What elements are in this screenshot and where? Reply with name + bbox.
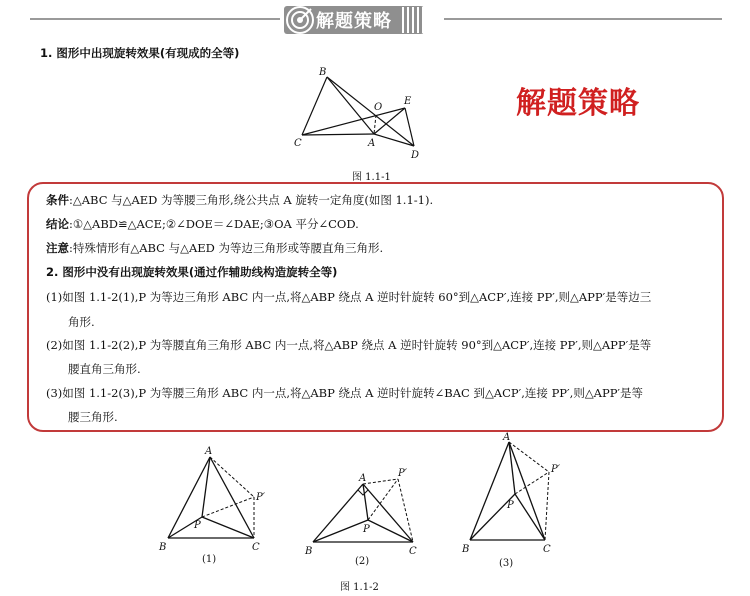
fig2a-label-C: C <box>252 542 260 553</box>
figure-1-2-3 <box>455 428 585 568</box>
conclusion-text: :①△ABD≌△ACE;②∠DOE＝∠DAE;③OA 平分∠COD. <box>69 217 359 231</box>
figure2-caption: 图 1.1-2 <box>340 582 379 593</box>
header-rule-left <box>30 18 280 20</box>
fig2b-label-A: A <box>359 473 367 484</box>
figure-1-2-1 <box>150 440 280 565</box>
note-line <box>46 241 383 256</box>
fig2c-label-C: C <box>543 544 551 555</box>
side-title: 解题策略 <box>516 86 640 121</box>
header-rule-right <box>444 18 722 20</box>
fig2b-label-C: C <box>409 546 417 557</box>
fig2b-label-P: P <box>363 524 370 535</box>
item2-line2: 腰直角三角形. <box>68 362 141 376</box>
fig1-label-E: E <box>404 96 412 107</box>
header-title: 解题策略 <box>316 11 392 32</box>
fig2a-label-B: B <box>159 542 167 553</box>
condition-line <box>46 193 433 208</box>
fig2a-label-P: P <box>194 520 201 531</box>
section2-title: 2. 图形中没有出现旋转效果(通过作辅助线构造旋转全等) <box>46 265 338 279</box>
header-stripes <box>402 7 432 33</box>
fig2a-label-A: A <box>205 446 213 457</box>
fig2c-label-P: P <box>507 500 514 511</box>
fig2c-sub-label: (3) <box>499 558 514 569</box>
item1-line1: (1)如图 1.1-2(1),P 为等边三角形 ABC 内一点,将△ABP 绕点 A 逆时针旋转 60°到△ACP′,连接 PP′,则△APP′是等边三 <box>46 290 652 304</box>
figure-1-1 <box>290 62 440 162</box>
conclusion-line <box>46 217 359 232</box>
fig1-label-A: A <box>368 138 376 149</box>
item1-line2: 角形. <box>68 315 95 329</box>
fig2b-label-P2: P′ <box>398 468 407 479</box>
section1-title: 1. 图形中出现旋转效果(有现成的全等) <box>40 46 240 60</box>
fig2a-sub-label: (1) <box>202 554 217 565</box>
fig2c-label-P2: P′ <box>551 464 560 475</box>
fig1-label-D: D <box>411 150 420 161</box>
item2-line1: (2)如图 1.1-2(2),P 为等腰直角三角形 ABC 内一点,将△ABP 绕点 A 逆时针旋转 90°到△ACP′,连接 PP′,则△APP′是等 <box>46 338 652 352</box>
fig2c-label-A: A <box>503 432 511 443</box>
fig1-label-B: B <box>319 67 327 78</box>
fig2c-label-B: B <box>462 544 470 555</box>
condition-label: 条件 <box>46 193 69 207</box>
fig2b-sub-label: (2) <box>355 556 370 567</box>
figure1-caption: 图 1.1-1 <box>352 172 391 183</box>
condition-text: :△ABC 与△AED 为等腰三角形,绕公共点 A 旋转一定角度(如图 1.1-1). <box>69 193 434 207</box>
fig1-label-O: O <box>374 102 383 113</box>
figure-1-2-2 <box>300 460 430 567</box>
fig2b-label-B: B <box>305 546 313 557</box>
target-icon <box>284 4 316 36</box>
item3-line1: (3)如图 1.1-2(3),P 为等腰三角形 ABC 内一点,将△ABP 绕点 A 逆时针旋转∠BAC 到△ACP′,连接 PP′,则△APP′是等 <box>46 386 644 400</box>
fig2a-label-P2: P′ <box>256 492 265 503</box>
conclusion-label: 结论 <box>46 217 69 231</box>
note-text: :特殊情形有△ABC 与△AED 为等边三角形或等腰直角三角形. <box>69 241 384 255</box>
item3-line2: 腰三角形. <box>68 410 118 424</box>
note-label: 注意 <box>46 241 69 255</box>
fig1-label-C: C <box>294 138 302 149</box>
